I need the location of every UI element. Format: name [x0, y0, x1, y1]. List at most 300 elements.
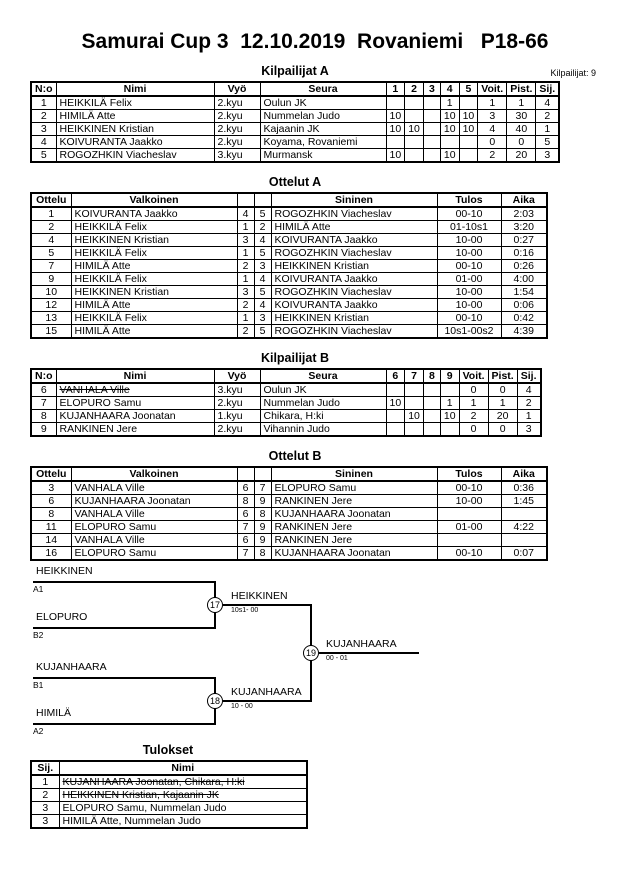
- tulokset-heading: Tulokset: [142, 743, 194, 757]
- table-cell: [423, 423, 440, 437]
- table-cell: 3: [31, 481, 71, 495]
- table-cell: [423, 123, 440, 136]
- bracket-match-circle: 18: [207, 693, 223, 709]
- table-cell: 4: [254, 299, 271, 312]
- table-cell: 10-00: [437, 234, 501, 247]
- table-cell: [501, 534, 547, 547]
- table-cell: 7: [31, 397, 56, 410]
- table-cell: 30: [507, 110, 536, 123]
- column-header: 5: [459, 82, 478, 96]
- table-cell: 4: [31, 136, 56, 149]
- table-cell: 2: [237, 260, 254, 273]
- table-cell: [386, 96, 405, 110]
- column-header: 7: [405, 369, 424, 383]
- table-cell: 3: [237, 286, 254, 299]
- table-cell: 7: [254, 481, 271, 495]
- table-row: [31, 802, 307, 815]
- column-header: 8: [423, 369, 440, 383]
- table-cell: HEIKKILÄ Felix: [71, 221, 237, 234]
- table-cell: HIMILÄ Atte: [71, 299, 237, 312]
- table-cell: [405, 110, 424, 123]
- table-cell: VANHALA Ville: [71, 508, 237, 521]
- table-cell: [405, 423, 424, 437]
- table-cell: 7: [237, 521, 254, 534]
- table-row: [31, 815, 307, 829]
- table-cell: [440, 383, 459, 397]
- table-cell: 3: [237, 234, 254, 247]
- column-header: Sij.: [31, 761, 59, 775]
- kilpailijat-b-heading: Kilpailijat B: [260, 351, 330, 365]
- table-cell: 1: [31, 775, 59, 789]
- table-cell: 1: [459, 397, 488, 410]
- table-cell: 2.kyu: [214, 110, 260, 123]
- table-row: [31, 397, 541, 410]
- table-cell: 4: [254, 273, 271, 286]
- table-cell: 40: [507, 123, 536, 136]
- table-cell: 9: [254, 534, 271, 547]
- table-cell: 01-10s1: [437, 221, 501, 234]
- table-row: [31, 299, 547, 312]
- column-header: [237, 193, 254, 207]
- table-cell: 10: [405, 123, 424, 136]
- table-cell: 1.kyu: [214, 410, 260, 423]
- table-cell: HIMILÄ Atte: [71, 325, 237, 339]
- table-row: [31, 312, 547, 325]
- table-cell: [405, 149, 424, 163]
- table-cell: ROGOZHKIN Viacheslav: [271, 286, 437, 299]
- table-cell: 1: [488, 397, 517, 410]
- header-row: [31, 193, 547, 207]
- table-cell: VANHALA Ville: [71, 481, 237, 495]
- bracket-slot-name: HIMILÄ: [36, 707, 72, 719]
- table-cell: RANKINEN Jere: [271, 495, 437, 508]
- table-cell: 10s1-00s2: [437, 325, 501, 339]
- table-cell: 14: [31, 534, 71, 547]
- column-header: 1: [386, 82, 405, 96]
- table-cell: 1: [440, 397, 459, 410]
- bracket-slot-name: KUJANHAARA: [36, 661, 107, 673]
- table-cell: 5: [254, 247, 271, 260]
- table-cell: 1: [237, 273, 254, 286]
- table-cell: [423, 383, 440, 397]
- table-cell: VANHALA Ville: [56, 383, 214, 397]
- bracket-line: [33, 627, 216, 629]
- column-header: Nimi: [56, 82, 214, 96]
- table-cell: 10: [440, 123, 459, 136]
- table-cell: 2: [237, 299, 254, 312]
- table-row: [31, 123, 559, 136]
- table-cell: 3: [31, 802, 59, 815]
- table-cell: 3: [478, 110, 507, 123]
- table-cell: 00-10: [437, 481, 501, 495]
- table-cell: KUJANHAARA Joonatan: [56, 410, 214, 423]
- table-cell: 10-00: [437, 299, 501, 312]
- table-cell: ELOPURO Samu: [56, 397, 214, 410]
- header-row: [31, 467, 547, 481]
- table-cell: 5: [254, 207, 271, 221]
- table-cell: 2: [517, 397, 540, 410]
- bracket-match-circle: 17: [207, 597, 223, 613]
- table-cell: 6: [31, 495, 71, 508]
- column-header: 9: [440, 369, 459, 383]
- column-header: Ottelu: [31, 193, 71, 207]
- table-row: [31, 149, 559, 163]
- table-cell: [437, 508, 501, 521]
- table-cell: 1: [31, 207, 71, 221]
- column-header: Voit.: [478, 82, 507, 96]
- table-cell: 00-10: [437, 312, 501, 325]
- kilpailijat-a-table: [30, 81, 560, 163]
- table-row: [31, 96, 559, 110]
- bracket-seed-label: B1: [33, 680, 44, 690]
- tulokset-table: [30, 760, 308, 829]
- table-cell: 1: [237, 221, 254, 234]
- table-cell: HEIKKINEN Kristian: [271, 312, 437, 325]
- table-cell: 5: [31, 149, 56, 163]
- table-cell: KOIVURANTA Jaakko: [56, 136, 214, 149]
- table-cell: 10: [440, 110, 459, 123]
- table-cell: 00-10: [437, 207, 501, 221]
- table-cell: 5: [31, 247, 71, 260]
- table-cell: Kajaanin JK: [260, 123, 386, 136]
- table-row: [31, 547, 547, 561]
- ottelut-a-heading: Ottelut A: [268, 175, 322, 189]
- table-row: [31, 383, 541, 397]
- table-row: [31, 325, 547, 339]
- column-header: Seura: [260, 369, 386, 383]
- table-cell: 16: [31, 547, 71, 561]
- table-cell: 2.kyu: [214, 136, 260, 149]
- table-cell: [423, 96, 440, 110]
- header-row: [31, 82, 559, 96]
- bracket-line: [33, 723, 216, 725]
- table-cell: [386, 383, 405, 397]
- table-row: [31, 775, 307, 789]
- bracket-score: 10s1- 00: [231, 607, 259, 614]
- header-row: [31, 369, 541, 383]
- table-cell: HEIKKILÄ Felix: [71, 273, 237, 286]
- column-header: Vyö: [214, 82, 260, 96]
- table-cell: 4: [237, 207, 254, 221]
- table-cell: 3.kyu: [214, 383, 260, 397]
- table-cell: 8: [31, 508, 71, 521]
- table-cell: 2:03: [501, 207, 547, 221]
- bracket-match-circle: 19: [303, 645, 319, 661]
- column-header: Pist.: [507, 82, 536, 96]
- table-cell: 4: [31, 234, 71, 247]
- column-header: Valkoinen: [71, 193, 237, 207]
- column-header: [237, 467, 254, 481]
- column-header: Seura: [260, 82, 386, 96]
- table-cell: 13: [31, 312, 71, 325]
- table-cell: 0:16: [501, 247, 547, 260]
- table-cell: 4: [254, 234, 271, 247]
- column-header: 4: [440, 82, 459, 96]
- table-cell: HEIKKINEN Kristian: [271, 260, 437, 273]
- table-row: [31, 260, 547, 273]
- table-cell: 01-00: [437, 273, 501, 286]
- table-cell: [423, 410, 440, 423]
- table-cell: 0: [488, 383, 517, 397]
- table-cell: 10: [386, 397, 405, 410]
- table-cell: 9: [31, 273, 71, 286]
- table-cell: HIMILÄ Atte: [271, 221, 437, 234]
- table-cell: [423, 136, 440, 149]
- table-cell: 1: [517, 410, 540, 423]
- table-cell: 10: [31, 286, 71, 299]
- bracket-line: [319, 652, 419, 654]
- section-ottelut-a: [30, 175, 560, 189]
- table-row: [31, 410, 541, 423]
- table-row: [31, 286, 547, 299]
- table-cell: [423, 149, 440, 163]
- table-cell: 3: [31, 123, 56, 136]
- table-cell: HEIKKILÄ Felix: [71, 247, 237, 260]
- column-header: Tulos: [437, 193, 501, 207]
- table-cell: HEIKKINEN Kristian, Kajaanin JK: [59, 789, 307, 802]
- table-cell: 1: [507, 96, 536, 110]
- table-row: [31, 207, 547, 221]
- bracket-winner-name: KUJANHAARA: [326, 638, 397, 650]
- table-cell: Oulun JK: [260, 96, 386, 110]
- table-cell: 10-00: [437, 495, 501, 508]
- table-cell: Nummelan Judo: [260, 110, 386, 123]
- table-cell: RANKINEN Jere: [56, 423, 214, 437]
- bracket-score: 00 - 01: [326, 655, 348, 662]
- table-cell: 0: [459, 423, 488, 437]
- table-cell: HEIKKINEN Kristian: [56, 123, 214, 136]
- table-cell: ELOPURO Samu: [271, 481, 437, 495]
- table-cell: ELOPURO Samu: [71, 521, 237, 534]
- table-cell: HIMILÄ Atte, Nummelan Judo: [59, 815, 307, 829]
- table-cell: [405, 383, 424, 397]
- table-row: [31, 423, 541, 437]
- table-cell: ROGOZHKIN Viacheslav: [56, 149, 214, 163]
- table-cell: [440, 136, 459, 149]
- table-cell: 1: [440, 96, 459, 110]
- table-cell: 20: [507, 149, 536, 163]
- table-cell: [405, 397, 424, 410]
- table-cell: 4: [478, 123, 507, 136]
- column-header: Aika: [501, 193, 547, 207]
- table-cell: ROGOZHKIN Viacheslav: [271, 207, 437, 221]
- bracket-slot-name: ELOPURO: [36, 611, 88, 623]
- table-cell: KUJANHAARA Joonatan: [271, 547, 437, 561]
- table-cell: 2: [459, 410, 488, 423]
- table-cell: 3.kyu: [214, 149, 260, 163]
- column-header: Ottelu: [31, 467, 71, 481]
- table-cell: 5: [254, 325, 271, 339]
- table-cell: HEIKKINEN Kristian: [71, 234, 237, 247]
- table-cell: 2: [31, 110, 56, 123]
- section-ottelut-b: [30, 449, 560, 463]
- table-row: [31, 273, 547, 286]
- table-cell: 2: [478, 149, 507, 163]
- table-cell: 4:22: [501, 521, 547, 534]
- table-cell: [423, 110, 440, 123]
- bracket-line: [223, 700, 311, 702]
- table-cell: 0:06: [501, 299, 547, 312]
- table-cell: 11: [31, 521, 71, 534]
- table-row: [31, 495, 547, 508]
- column-header: Sij.: [517, 369, 540, 383]
- section-tulokset: [30, 743, 306, 757]
- table-row: [31, 247, 547, 260]
- table-cell: 7: [31, 260, 71, 273]
- table-row: [31, 136, 559, 149]
- column-header: Vyö: [214, 369, 260, 383]
- table-cell: Oulun JK: [260, 383, 386, 397]
- table-row: [31, 221, 547, 234]
- table-cell: HIMILÄ Atte: [56, 110, 214, 123]
- table-cell: 0:42: [501, 312, 547, 325]
- table-cell: 3: [254, 260, 271, 273]
- table-cell: [386, 410, 405, 423]
- bracket-line: [33, 677, 216, 679]
- table-cell: 10-00: [437, 247, 501, 260]
- column-header: Pist.: [488, 369, 517, 383]
- bracket-score: 10 - 00: [231, 703, 253, 710]
- table-cell: 9: [31, 423, 56, 437]
- column-header: Tulos: [437, 467, 501, 481]
- table-cell: Chikara, H:ki: [260, 410, 386, 423]
- table-cell: 0:26: [501, 260, 547, 273]
- bracket-line: [33, 581, 216, 583]
- table-row: [31, 508, 547, 521]
- table-cell: ELOPURO Samu, Nummelan Judo: [59, 802, 307, 815]
- table-cell: [459, 96, 478, 110]
- table-cell: 4:00: [501, 273, 547, 286]
- table-cell: 3: [536, 149, 559, 163]
- table-cell: 0:27: [501, 234, 547, 247]
- ottelut-a-table: [30, 192, 548, 339]
- table-cell: 2: [254, 221, 271, 234]
- table-cell: 2.kyu: [214, 96, 260, 110]
- table-cell: 4: [517, 383, 540, 397]
- table-cell: 10: [440, 410, 459, 423]
- table-cell: 4: [536, 96, 559, 110]
- table-cell: ROGOZHKIN Viacheslav: [271, 247, 437, 260]
- section-kilpailijat-a: [30, 64, 596, 78]
- table-cell: 8: [237, 495, 254, 508]
- table-cell: 10-00: [437, 286, 501, 299]
- table-cell: 0: [478, 136, 507, 149]
- table-cell: 6: [237, 481, 254, 495]
- table-cell: 2: [237, 325, 254, 339]
- table-row: [31, 110, 559, 123]
- table-cell: 5: [254, 286, 271, 299]
- table-cell: 5: [536, 136, 559, 149]
- table-cell: [440, 423, 459, 437]
- column-header: 3: [423, 82, 440, 96]
- table-cell: RANKINEN Jere: [271, 521, 437, 534]
- table-cell: 2: [31, 221, 71, 234]
- column-header: Sininen: [271, 467, 437, 481]
- table-cell: Murmansk: [260, 149, 386, 163]
- bracket-seed-label: A2: [33, 726, 44, 736]
- table-cell: KUJANHAARA Joonatan, Chikara, H:ki: [59, 775, 307, 789]
- table-cell: KOIVURANTA Jaakko: [271, 299, 437, 312]
- table-cell: 6: [237, 508, 254, 521]
- table-cell: HEIKKILÄ Felix: [56, 96, 214, 110]
- table-cell: 10: [459, 123, 478, 136]
- table-row: [31, 534, 547, 547]
- table-cell: 8: [254, 508, 271, 521]
- table-row: [31, 234, 547, 247]
- table-cell: 1:45: [501, 495, 547, 508]
- table-cell: 7: [237, 547, 254, 561]
- table-cell: [405, 96, 424, 110]
- column-header: 2: [405, 82, 424, 96]
- kilpailijat-a-heading: Kilpailijat A: [261, 64, 329, 78]
- table-cell: 3: [31, 815, 59, 829]
- table-cell: 20: [488, 410, 517, 423]
- table-cell: 0:07: [501, 547, 547, 561]
- table-cell: 0:36: [501, 481, 547, 495]
- page-title: Samurai Cup 3 12.10.2019 Rovaniemi P18-66: [81, 30, 549, 53]
- table-cell: 10: [386, 123, 405, 136]
- table-cell: ROGOZHKIN Viacheslav: [271, 325, 437, 339]
- table-cell: Nummelan Judo: [260, 397, 386, 410]
- table-cell: 3: [517, 423, 540, 437]
- table-cell: 1:54: [501, 286, 547, 299]
- table-cell: VANHALA Ville: [71, 534, 237, 547]
- column-header: [254, 467, 271, 481]
- competitor-count-label: Kilpailijat: 9: [550, 68, 596, 78]
- table-cell: [423, 397, 440, 410]
- table-cell: RANKINEN Jere: [271, 534, 437, 547]
- table-row: [31, 789, 307, 802]
- section-kilpailijat-b: [30, 351, 560, 365]
- table-cell: 10: [386, 149, 405, 163]
- table-cell: 6: [31, 383, 56, 397]
- table-cell: KOIVURANTA Jaakko: [71, 207, 237, 221]
- bracket-seed-label: A1: [33, 584, 44, 594]
- table-cell: 3: [254, 312, 271, 325]
- table-cell: 01-00: [437, 521, 501, 534]
- table-cell: [405, 136, 424, 149]
- bracket-winner-name: HEIKKINEN: [231, 590, 288, 602]
- table-cell: KOIVURANTA Jaakko: [271, 273, 437, 286]
- medal-bracket: [0, 565, 630, 741]
- bracket-seed-label: B2: [33, 630, 44, 640]
- table-cell: [501, 508, 547, 521]
- column-header: Sij.: [536, 82, 559, 96]
- table-cell: [459, 149, 478, 163]
- table-cell: 10: [405, 410, 424, 423]
- table-cell: [386, 423, 405, 437]
- table-cell: 00-10: [437, 547, 501, 561]
- table-cell: 3:20: [501, 221, 547, 234]
- header-row: [31, 761, 307, 775]
- table-cell: 10: [386, 110, 405, 123]
- table-cell: 0: [488, 423, 517, 437]
- table-cell: KUJANHAARA Joonatan: [71, 495, 237, 508]
- bracket-slot-name: HEIKKINEN: [36, 565, 93, 577]
- table-row: [31, 481, 547, 495]
- table-cell: 2.kyu: [214, 123, 260, 136]
- column-header: [254, 193, 271, 207]
- table-cell: 1: [536, 123, 559, 136]
- column-header: N:o: [31, 369, 56, 383]
- column-header: Valkoinen: [71, 467, 237, 481]
- table-cell: 4:39: [501, 325, 547, 339]
- column-header: Nimi: [56, 369, 214, 383]
- table-cell: KOIVURANTA Jaakko: [271, 234, 437, 247]
- table-cell: 9: [254, 495, 271, 508]
- column-header: Sininen: [271, 193, 437, 207]
- table-cell: Vihannin Judo: [260, 423, 386, 437]
